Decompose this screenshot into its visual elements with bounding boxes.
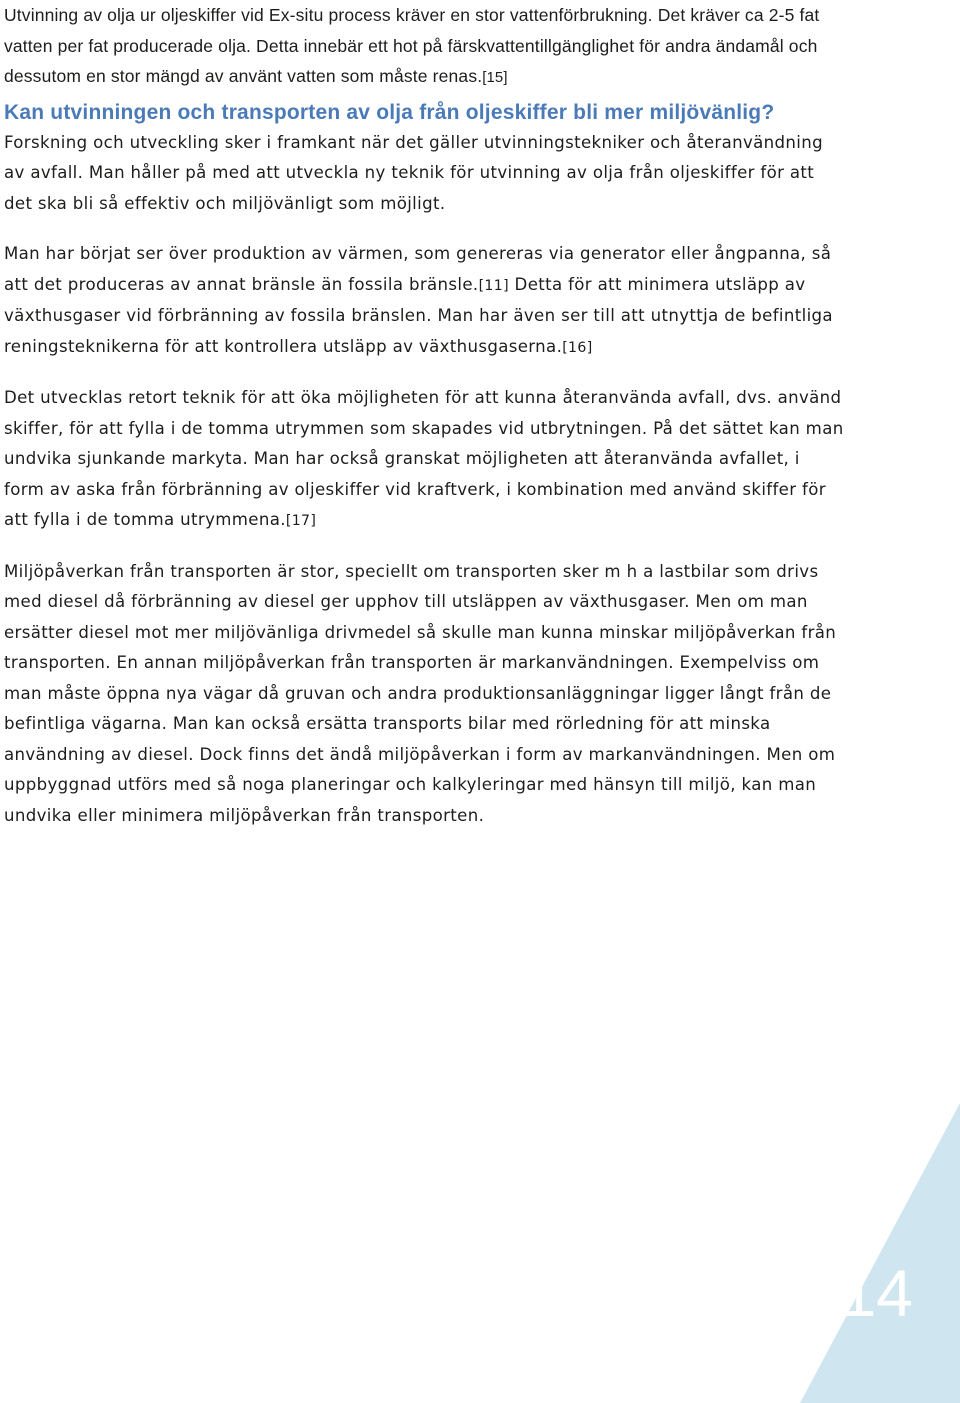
paragraph-text: Det utvecklas retort teknik för att öka möjligheten för att kunna återanvända avfall, dvs. använd skiffer, för att fylla i de tomma utrymmen som skapades vid utbrytningen. På det sättet kan man undvika sjunkande markyta. Man har också granskat möjligheten att återanvända avfallet, i form av aska från förbränning av oljeskiffer vid kraftverk, i kombination med använd skiffer för att fylla i de tomma utrymmena.: [4, 388, 844, 529]
paragraph-gap: [4, 219, 844, 239]
section-heading: Kan utvinningen och transporten av olja från oljeskiffer bli mer miljövänlig?: [4, 100, 775, 124]
corner-triangle: [800, 1103, 960, 1403]
paragraph-gap: [4, 363, 844, 383]
intro-paragraph: [4, 0, 844, 94]
citation-ref: [16]: [562, 339, 593, 356]
paragraph-text: Miljöpåverkan från transporten är stor, speciellt om transporten sker m h a lastbilar som drivs med diesel då förbränning av diesel ger upphov till utsläppen av växthusgaser. Men om man ersätter diesel mot mer miljövänliga drivmedel så skulle man kunna minskar miljöpåverkan från transporten. En annan miljöpåverkan från transporten är markanvändningen. Exempelviss om man måste öppna nya vägar då gruvan och andra produktionsanläggningar ligger långt från de befintliga vägarna. Man kan också ersätta transports bilar med rörledning för att minska användning av diesel. Dock finns det ändå miljöpåverkan i form av markanvändningen. Men om uppbyggnad utförs med så noga planeringar och kalkyleringar med hänsyn till miljö, kan man undvika eller minimera miljöpåverkan från transporten.: [4, 561, 837, 825]
citation-ref: [17]: [285, 513, 317, 529]
body-paragraph: [4, 128, 844, 220]
citation-ref: [11]: [478, 277, 509, 294]
paragraph-text: Detta för att minimera utsläpp av växthusgaser vid förbränning av fossila bränslen. Man har även ser till att utnyttja de befintliga reningsteknikerna för att kontrollera utsläpp av växthusgaserna.: [4, 274, 833, 356]
body-paragraph: [4, 383, 844, 537]
intro-text: Utvinning av olja ur oljeskiffer vid Ex-situ process kräver en stor vattenförbrukning. Det kräver ca 2-5 fat vatten per fat producerade olja. Detta innebär ett hot på färskvattentillgänglighet för andra ändamål och dessutom en stor mängd av använt vatten som måste renas.: [4, 5, 820, 86]
paragraph-gap: [4, 537, 844, 557]
body-paragraph: [4, 239, 844, 363]
paragraph-text: Man har börjat ser över produktion av värmen, som genereras via generator eller ångpanna, så att det produceras av annat bränsle än fossila bränsle.: [4, 244, 832, 294]
page-corner-decoration: [800, 1103, 960, 1403]
body-paragraph: [4, 557, 844, 832]
corner-shape: [800, 1103, 960, 1403]
paragraph-text: Forskning och utveckling sker i framkant när det gäller utvinningstekniker och återanvändning av avfall. Man håller på med att utveckla ny teknik för utvinning av olja från oljeskiffer för att det ska bli så effektiv och miljövänligt som möjligt.: [4, 132, 823, 213]
citation-ref: [15]: [482, 70, 508, 86]
document-page: [4, 0, 844, 831]
page-number: 14: [839, 1256, 913, 1330]
